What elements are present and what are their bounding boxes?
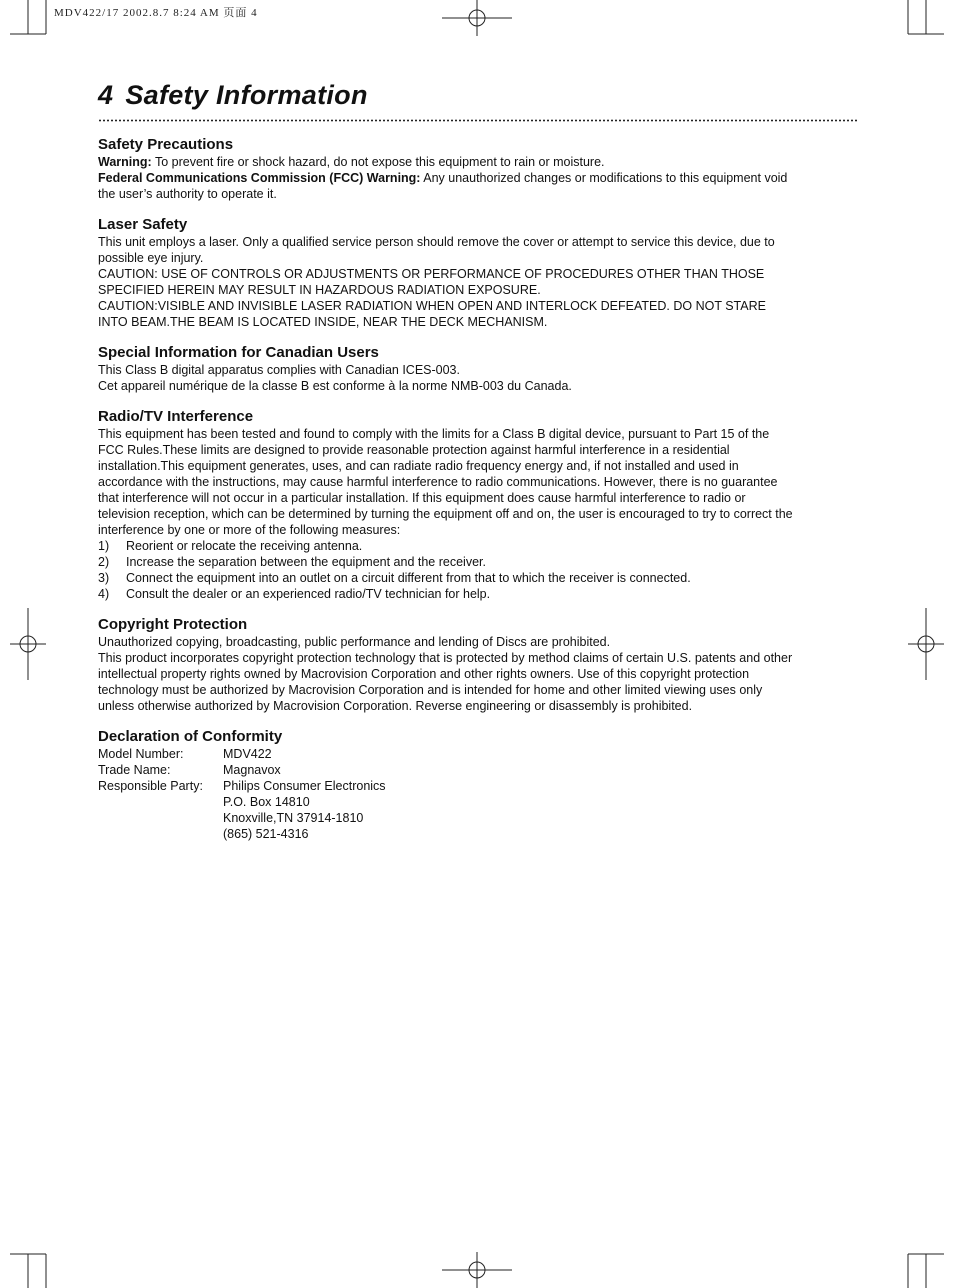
canadian-english-text: This Class B digital apparatus complies with Canadian ICES-003.	[98, 363, 460, 377]
section-heading: Safety Precautions	[98, 136, 234, 153]
laser-caution-2: CAUTION:VISIBLE AND INVISIBLE LASER RADIATION WHEN OPEN AND INTERLOCK DEFEATED. DO NOT STARE INTO BEAM.THE BEAM IS LOCATED INSIDE, NEAR THE DECK MECHANISM.	[98, 299, 766, 329]
laser-safety-section	[98, 216, 798, 330]
section-heading: Copyright Protection	[98, 616, 248, 633]
fcc-warning-label: Federal Communications Commission (FCC) Warning:	[98, 171, 421, 185]
fcc-warning-text: Any unauthorized changes or modifications to this equipment void the user’s authority to operate it.	[98, 171, 788, 201]
model-value: MDV422	[223, 747, 272, 761]
party-label: Responsible Party:	[98, 779, 203, 793]
canadian-users-section	[98, 344, 798, 394]
section-heading: Radio/TV Interference	[98, 408, 254, 425]
trade-value: Magnavox	[223, 763, 281, 777]
page-title	[98, 80, 368, 111]
list-item: 2) Increase the separation between the equipment and the receiver.	[98, 555, 486, 569]
interference-paragraph: This equipment has been tested and found to comply with the limits for a Class B digital device, pursuant to Part 15 of the FCC Rules.These limits are designed to provide reasonable protection against harmful interference in a residential installation.This equipment generates, uses, and can radiate radio frequency energy and, if not installed and used in accordance with the instructions, may cause harmful interference to radio communications. However, there is no guarantee that interference will not occur in a particular installation. If this equipment does cause harmful interference to radio or television reception, which can be determined by turning the equipment off and on, the user is encouraged to try to correct the interference by one or more of the following measures:	[98, 427, 793, 537]
print-slug: MDV422/17 2002.8.7 8:24 AM 页面 4	[54, 7, 258, 19]
document-body	[98, 136, 798, 856]
conformity-section	[98, 728, 798, 842]
party-value: Philips Consumer Electronics P.O. Box 14810 Knoxville,TN 37914-1810 (865) 521-4316	[223, 779, 386, 841]
trade-row	[98, 762, 798, 778]
copyright-paragraph-1: Unauthorized copying, broadcasting, public performance and lending of Discs are prohibited.	[98, 635, 611, 649]
laser-caution-1: CAUTION: USE OF CONTROLS OR ADJUSTMENTS OR PERFORMANCE OF PROCEDURES OTHER THAN THOSE SPECIFIED HEREIN MAY RESULT IN HAZARDOUS RADIATION EXPOSURE.	[98, 267, 765, 297]
copyright-paragraph-2: This product incorporates copyright protection technology that is protected by method claims of certain U.S. patents and other intellectual property rights owned by Macrovision Corporation and other rights owners. Use of this copyright protection technology must be authorized by Macrovision Corporation and is intended for home and other limited viewing uses only unless otherwise authorized by Macrovision Corporation. Reverse engineering or disassembly is prohibited.	[98, 651, 793, 713]
warning-label: Warning:	[98, 155, 152, 169]
dotted-rule	[98, 119, 858, 122]
radio-tv-section	[98, 408, 798, 602]
safety-precautions-section	[98, 136, 798, 202]
section-heading: Declaration of Conformity	[98, 728, 283, 745]
section-heading: Special Information for Canadian Users	[98, 344, 379, 361]
laser-paragraph: This unit employs a laser. Only a qualified service person should remove the cover or attempt to service this device, due to possible eye injury.	[98, 235, 775, 265]
warning-paragraph	[98, 154, 798, 170]
fcc-warning-paragraph	[98, 170, 798, 202]
list-item: 1) Reorient or relocate the receiving antenna.	[98, 539, 363, 553]
trade-label: Trade Name:	[98, 763, 171, 777]
measures-list	[98, 538, 798, 602]
list-item: 3) Connect the equipment into an outlet on a circuit different from that to which the receiver is connected.	[98, 571, 691, 585]
list-item: 4) Consult the dealer or an experienced radio/TV technician for help.	[98, 587, 491, 601]
model-label: Model Number:	[98, 747, 184, 761]
model-row	[98, 746, 798, 762]
page-title-text: Safety Information	[125, 80, 368, 110]
section-heading: Laser Safety	[98, 216, 188, 233]
copyright-section	[98, 616, 798, 714]
canadian-french-text: Cet appareil numérique de la classe B est conforme à la norme NMB-003 du Canada.	[98, 379, 572, 393]
page-number: 4	[98, 80, 114, 110]
warning-text: To prevent fire or shock hazard, do not expose this equipment to rain or moisture.	[151, 155, 605, 169]
party-row	[98, 778, 798, 842]
